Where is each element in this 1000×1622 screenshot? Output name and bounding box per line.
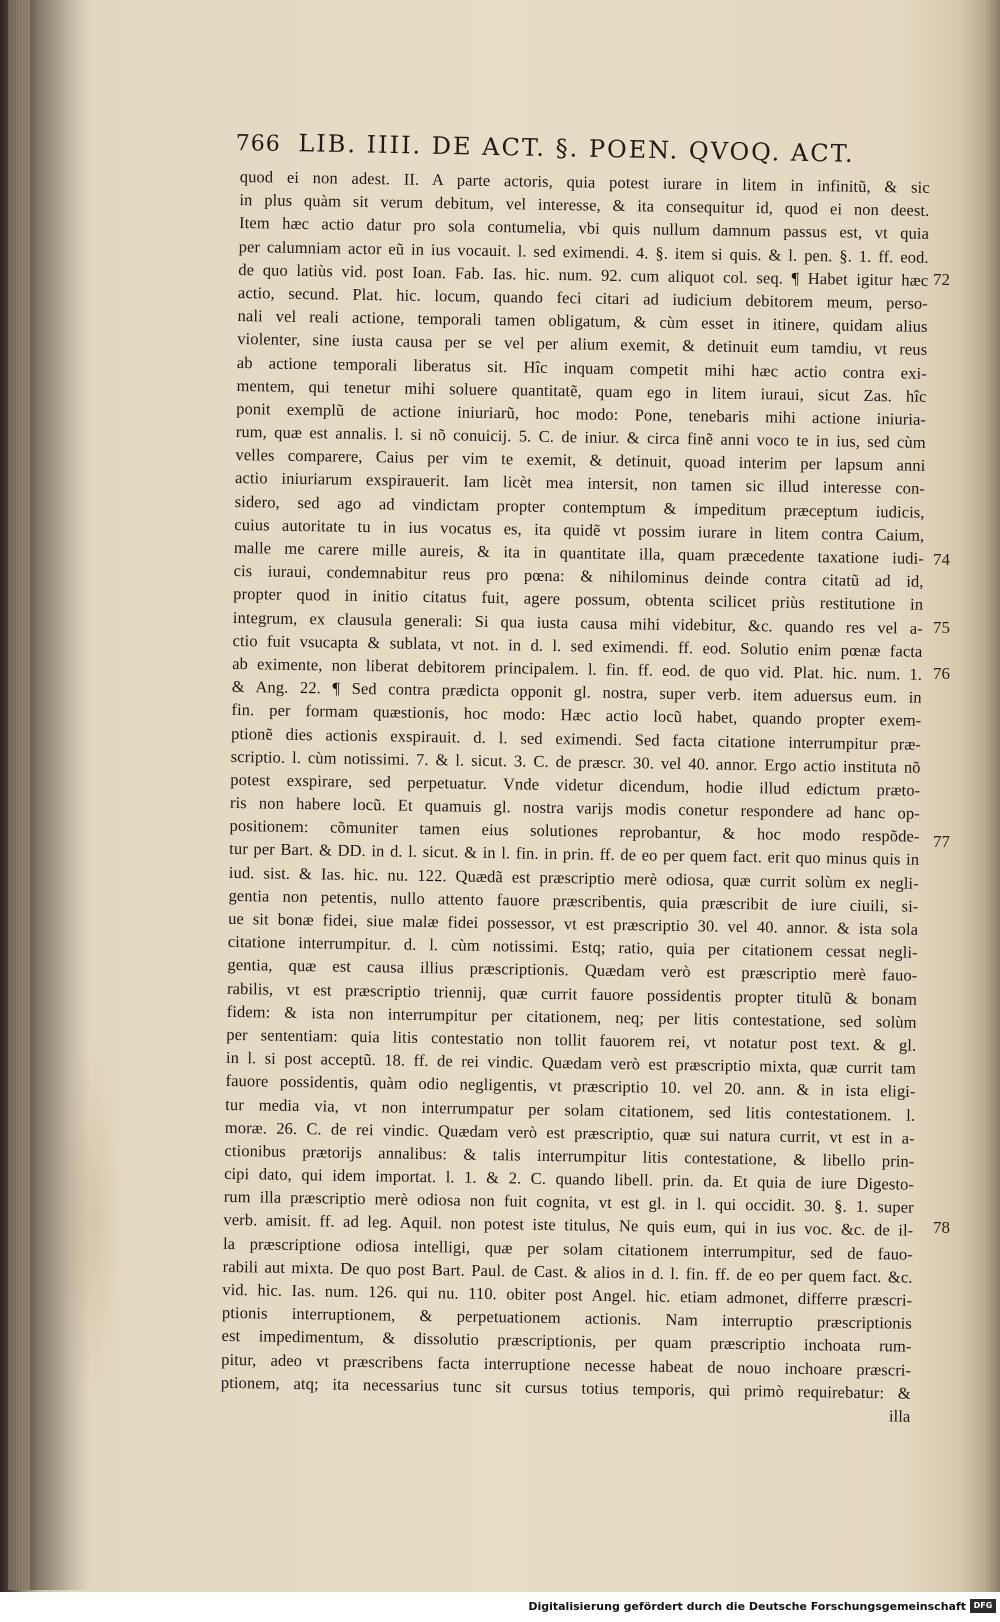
body-text	[220, 165, 930, 1428]
text-line: scriptio. l. cùm notissimi. 7. & l. sicut. 3. C. de præscr. 30. vel 40. annor. Ergo actio instituta nõ	[230, 746, 921, 777]
text-line: ab eximente, non liberat debitorem principalem. l. fin. ff. eod. de quo vid. Plat. hic. num. 1.	[232, 653, 923, 684]
text-line: rabili aut mixta. De quo post Bart. Paul. de Cast. & alios in d. l. fin. ff. de eo per quem fact. &c.	[222, 1256, 913, 1287]
margin-number: 72	[933, 270, 950, 289]
text-line: ptionis interruptionem, & perpetuationem actionis. Nam interruptio præscriptionis	[221, 1303, 913, 1333]
margin-number: 78	[933, 1218, 950, 1237]
text-line: mentem, qui tenetur mihi soluere quantitatẽ, quam ego in litem iuraui, sicut Zas. hîc	[236, 375, 927, 406]
text-line: actio iniuriarum exspirauerit. Iam licèt mea intersit, non tamen sic illud interesse con-	[234, 468, 926, 499]
dfg-logo: DFG	[970, 1599, 996, 1613]
text-line: per sententiam: quia litis contestatio non tollit fauorem rei, vt notatur post text. & gl.	[226, 1024, 917, 1055]
text-line: ctionibus prætorijs annalibus: & talis interrumpitur litis contestatione, & libello prin-	[224, 1140, 915, 1171]
funding-notice: Digitalisierung gefördert durch die Deutsche Forschungsgemeinschaft	[528, 1600, 966, 1613]
text-line: per calumniam actor eũ in ius vocauit. l. sed eximendi. 4. §. item si quis. & l. pen. §. 1. ff. eod.	[238, 236, 929, 267]
text-line: in plus quàm sit verum debitum, vel interesse, & ita consequitur id, quod ei non deest.	[239, 190, 930, 221]
text-line: cis iuraui, condemnabitur reus pro pœna: & nihilominus deinde contra citatũ ad id,	[233, 561, 924, 591]
text-line: gentia, quæ est causa illius præscriptionis. Quædam verò est præscriptio merè fauo-	[227, 955, 918, 986]
text-line: de quo latiùs vid. post Ioan. Fab. Ias. hic. num. 92. cum aliquot col. seq. ¶ Habet igitur hæc	[238, 259, 929, 290]
text-line: citatione interrumpitur. d. l. cùm notissimi. Estq; ratio, quia per citationem cessat negli-	[227, 932, 918, 962]
text-line: nali vel reali actione, temporali tamen obligatum, & cùm esset in itinere, quidam alius	[237, 306, 928, 336]
text-line: tur per Bart. & DD. in d. l. sicut. & in l. fin. in prin. ff. de eo per quem fact. erit quo minus quis in	[229, 839, 920, 870]
paper-stain	[62, 1030, 122, 1410]
margin-number: 76	[933, 664, 950, 683]
text-line: ris non habere locũ. Et quamuis gl. nostra varijs modis conetur respondere ad hanc op-	[229, 792, 921, 823]
text-line: integrum, ex clausula generali: Si qua iusta causa mihi videbitur, &c. quando res vel a-	[232, 607, 923, 638]
margin-number: 77	[933, 832, 950, 851]
text-line: actio, secund. Plat. hic. locum, quando feci citari ad iudicium debitorem meum, perso-	[237, 282, 929, 313]
catchword: illa	[888, 1406, 911, 1426]
text-line: fidem: & ista non interrumpitur per citationem, neq; per litis contestatione, sed solùm	[226, 1001, 917, 1032]
text-line: verb. amisit. ff. ad leg. Aquil. non potest iste titulus, Ne quis eum, qui in ius voc. &c. de il-	[223, 1210, 914, 1241]
running-head-title: LIB. IIII. DE ACT. §. POEN. QVOQ. ACT.	[298, 129, 855, 168]
text-line: Item hæc actio datur pro sola contumelia, vbi quis nullum damnum passus est, vt quia	[238, 213, 930, 244]
text-line: propter quod in initio citatus fuit, agere possum, obtenta scilicet priùs restitutione in	[233, 584, 924, 615]
book-page-edges	[8, 0, 30, 1590]
text-line: ab actione temporali liberatus sit. Hîc inquam competit mihi hæc actio contra exi-	[236, 352, 927, 383]
text-line: ptionẽ dies actionis exspirauit. d. l. sed eximendi. Sed facta citatione interrumpitur præ-	[230, 723, 922, 754]
text-line: tur media via, vt non interrumpatur per solam citationem, sed litis contestationem. l.	[225, 1094, 916, 1125]
text-line: violenter, sine iusta causa per se vel per alium exemit, & detinuit eum tamdiu, vt reus	[237, 329, 928, 360]
text-line: potest exspirare, sed perpetuatur. Vnde videtur dicendum, hodie illud edictum præto-	[230, 769, 921, 800]
margin-number: 74	[933, 550, 950, 569]
text-line: & Ang. 22. ¶ Sed contra prædicta opponit gl. nostra, super verb. item aduersus eum. in	[231, 677, 922, 707]
text-line: la præscriptione odiosa intelligi, quæ per solam citationem interrumpitur, sed de fauo-	[222, 1233, 914, 1264]
text-line: fin. per formam quæstionis, hoc modo: Hæc actio locũ habet, quando propter exem-	[231, 700, 922, 731]
text-line: est impedimentum, & dissolutio præscriptionis, per quam præscriptio inchoata rum-	[221, 1326, 912, 1357]
text-line: cuius autoritate tu in ius vocatus es, ita quidẽ vt possim iurare in litem contra Caium,	[234, 514, 925, 545]
text-line: rum illa præscriptio merè odiosa non fuit cognita, vt est gl. in l. qui occidit. 30. §. 1. super	[223, 1187, 914, 1217]
text-line: iud. sist. & Ias. hic. nu. 122. Quædã est præscriptio merè odiosa, quæ currit solùm ex negli-	[228, 862, 919, 893]
text-line: ponit exemplũ de actione iniuriarũ, hoc modo: Pone, tenebaris mihi actione iniuria-	[236, 398, 927, 429]
text-line: rum, quæ est annalis. l. si nõ conuicij. 5. C. de iniur. & circa finẽ anni voco te in ius, sed cùm	[235, 422, 926, 452]
text-line: ptionem, atq; ita necessarius tunc sit cursus totius temporis, qui primò requirebatur: &	[220, 1372, 911, 1403]
text-line: pitur, adeo vt præscribens facta interruptione necesse habeat de nouo inchoare præscri-	[221, 1349, 912, 1380]
text-line: gentia non petentis, nullo attento fauore præscribentis, quia præscribit de iure ciuili, si-	[228, 885, 919, 916]
page-number: 766	[235, 130, 281, 157]
text-line: velles comparere, Caius per vim te exemit, & detinuit, quoad interim per lapsum anni	[235, 445, 926, 476]
text-line: ctio fuit vsucapta & sublata, vt not. in d. l. sed eximendi. ff. eod. Solutio enim pœnæ facta	[232, 630, 923, 661]
text-line: quod ei non adest. II. A parte actoris, quia potest iurare in litem in infinitũ, & sic	[239, 166, 930, 197]
text-line: moræ. 26. C. de rei vindic. Quædam verò est præscriptio, quæ sui natura currit, vt est in a-	[224, 1117, 915, 1148]
text-line: sidero, sed ago ad vindictam propter contemptum & impeditum præceptum iudicis,	[234, 491, 925, 522]
text-line: fauore possidentis, quàm odio negligentis, vt præscriptio 10. vel 20. ann. & in ista eligi-	[225, 1071, 916, 1102]
text-line: ue sit bonæ fidei, siue malæ fidei possessor, vt est præscriptio 30. vel 40. annor. & ista sola	[228, 908, 919, 939]
text-line: cipi dato, qui idem importat. l. 1. & 2. C. quando libell. prin. da. Et quia de iure Digesto-	[224, 1163, 915, 1194]
text-line: positionem: cõmuniter tamen eius solutiones reprobantur, & hoc modo respõde-	[229, 816, 920, 847]
margin-number: 75	[933, 618, 950, 637]
text-line: in l. si post acceptũ. 18. ff. de rei vindic. Quædam verò est præscriptio mixta, quæ currit tam	[225, 1048, 917, 1078]
text-line: malle me carere mille aureis, & ita in quantitate illa, quam præcedente taxatione iudi-	[233, 537, 925, 568]
text-line: rabilis, vt est præscriptio triennij, quæ currit fauore possidentis propter titulũ & bonam	[226, 978, 918, 1009]
digitization-footer	[0, 1592, 1000, 1622]
text-line: vid. hic. Ias. num. 126. qui nu. 110. obiter post Angel. hic. etiam admonet, differre præscri-	[222, 1279, 913, 1310]
